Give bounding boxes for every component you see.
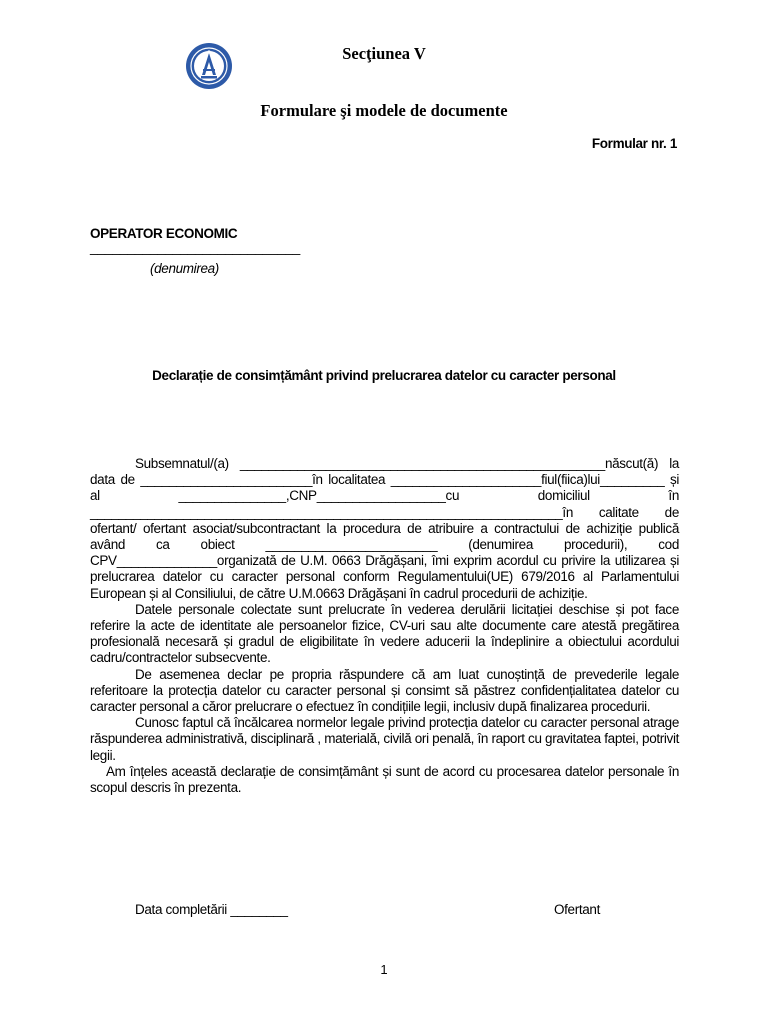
declaration-paragraph: Am înțeles această declarație de consimțământ și sunt de acord cu procesarea datelor personale în scopul descris în prezenta. [90,763,679,796]
document-title: Formulare şi modele de documente [260,101,508,120]
declaration-title: Declarație de consimțământ privind prelucrarea datelor cu caracter personal [152,368,616,383]
section-title: Secţiunea V [342,44,426,63]
page-number: 1 [380,962,388,977]
form-number: Formular nr. 1 [591,136,677,151]
bidder-signature-label: Ofertant [554,902,600,917]
declaration-paragraph: De asemenea declar pe propria răspundere că am luat cunoștință de prevederile legale referitoare la protecția datelor cu caracter personal și consimt să păstrez confidențialitatea datelor cu caracter personal a căror prelucrare o efectuez în condițiile legii, inclusiv după finalizarea procedurii. [90,666,679,715]
operator-name-line: ____________________________ [90,240,301,255]
completion-date-label: Data completării ________ [135,902,288,917]
declaration-paragraph: Subsemnatul/(a) ___________________________________________________născut(ă) la data de ________________________în localitatea _____________________fiul(fiica)lui_________ și al _______________,CNP__________________cu domiciliul în __________________________________________________________________în calitate de ofertant/ ofertant asociat/subcontractant la procedura de atribuire a contractului de achiziție publică având ca obiect ________________________ (denumirea procedurii), cod CPV______________organizată de U.M. 0663 Drăgășani, îmi exprim acordul cu privire la utilizarea și prelucrarea datelor cu caracter personal conform Regulamentului(UE) 679/2016 al Parlamentului European și al Consiliului, de către U.M.0663 Drăgășani în cadrul procedurii de achiziție. [90,456,679,601]
declaration-paragraph: Datele personale colectate sunt prelucrate în vederea derulării licitației deschise și pot face referire la acte de identitate ale persoanelor fizice, CV-uri sau alte documente care atestă pregătirea profesională necesară și gradul de eligibilitate în vedere aducerii la îndeplinire a obiectului acordului cadru/contractelor subsecvente. [90,601,679,666]
declaration-paragraph: Cunosc faptul că încălcarea normelor legale privind protecția datelor cu caracter personal atrage răspunderea administrativă, disciplinară , materială, civilă ori penală, în raport cu gravitatea faptei, potrivit legii. [90,715,679,763]
operator-name-hint: (denumirea) [150,261,219,276]
declaration-body [90,456,679,796]
operator-label: OPERATOR ECONOMIC [90,226,238,241]
